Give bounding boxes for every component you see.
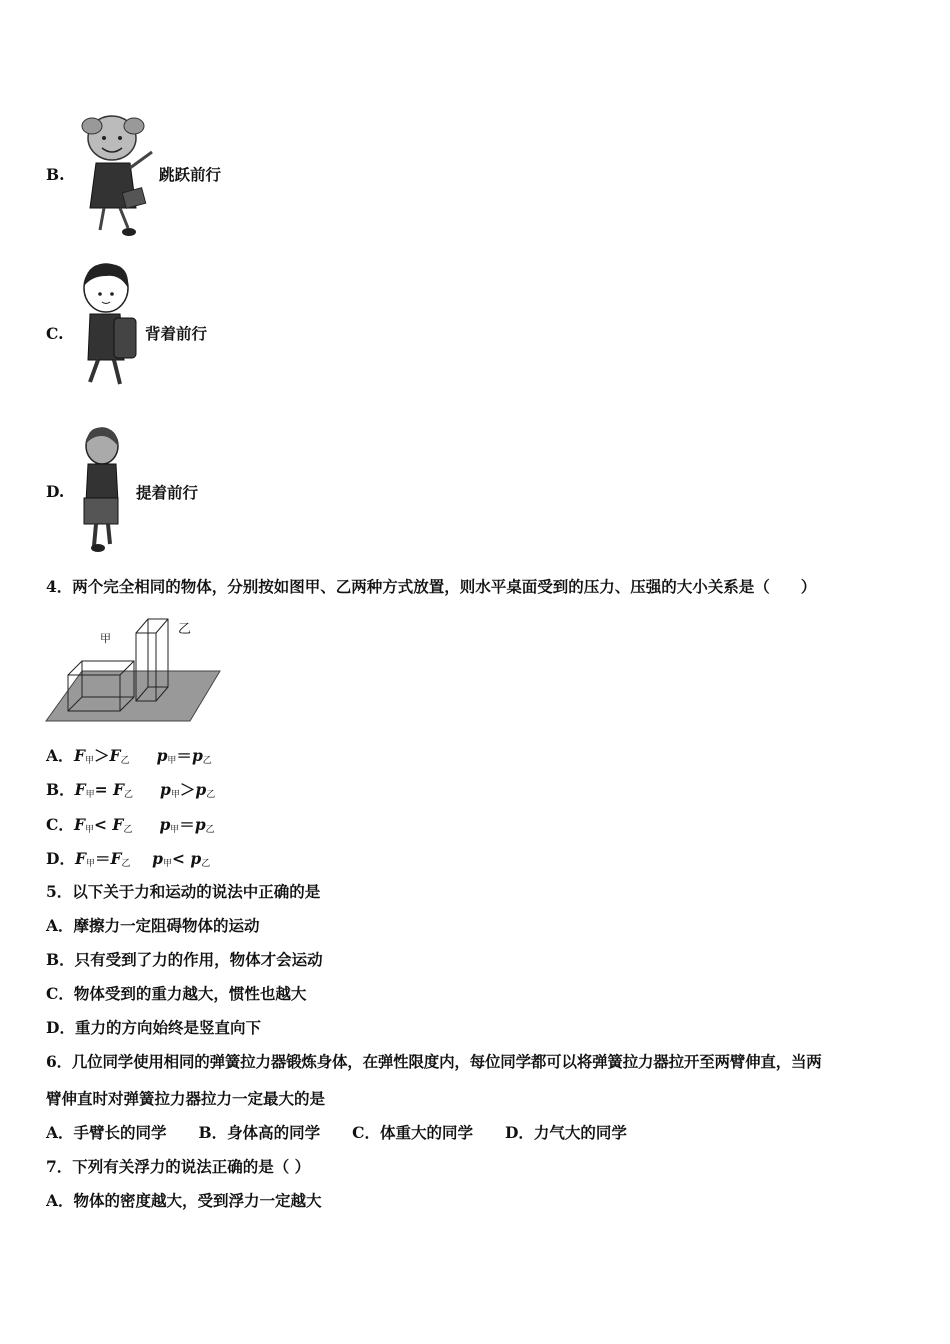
q4-option-b: B．$F_甲= F_乙$ $p_甲>p_乙$ bbox=[46, 780, 216, 800]
q6-stem-line2: 臂伸直时对弹簧拉力器拉力一定最大的是 bbox=[46, 1089, 326, 1108]
q4-option-d: D．$F_甲=F_乙$ $p_甲< p_乙$ bbox=[46, 849, 211, 869]
q3-option-b-caption: 跳跃前行 bbox=[159, 165, 222, 184]
q5-option-d: D．重力的方向始终是竖直向下 bbox=[46, 1018, 261, 1037]
q7-option-a: A．物体的密度越大，受到浮力一定越大 bbox=[46, 1191, 322, 1210]
q3-option-c-letter: C. bbox=[46, 324, 64, 343]
q3-option-d-letter: D. bbox=[46, 482, 65, 501]
q5-stem: 5．以下关于力和运动的说法中正确的是 bbox=[46, 882, 321, 901]
q6-option-c: C．体重大的同学 bbox=[352, 1123, 473, 1142]
q3-option-c-caption: 背着前行 bbox=[145, 324, 208, 343]
q6-option-a: A．手臂长的同学 bbox=[46, 1123, 167, 1142]
q6-options bbox=[46, 1123, 659, 1143]
q5-option-b: B．只有受到了力的作用，物体才会运动 bbox=[46, 950, 323, 969]
q4-stem: 4．两个完全相同的物体，分别按如图甲、乙两种方式放置，则水平桌面受到的压力、压强的大小关系是（ ） bbox=[46, 577, 817, 596]
boy-backpack-illustration bbox=[76, 260, 142, 390]
q3-option-b-letter: B. bbox=[46, 165, 65, 184]
q6-option-d: D．力气大的同学 bbox=[504, 1123, 627, 1142]
girl-carrying-bag-illustration bbox=[76, 424, 132, 554]
q4-option-a: A．$F_甲>F_乙$ $p_甲=p_乙$ bbox=[46, 746, 212, 766]
q4-option-c: C．$F_甲< F_乙$ $p_甲=p_乙$ bbox=[46, 815, 215, 835]
q4-label-jia: 甲 bbox=[100, 632, 111, 645]
q6-stem-line1: 6．几位同学使用相同的弹簧拉力器锻炼身体，在弹性限度内，每位同学都可以将弹簧拉力器拉开至两臂伸直，当两 bbox=[46, 1052, 822, 1071]
q4-figure-blocks-on-table bbox=[44, 613, 224, 725]
q5-option-a: A．摩擦力一定阻碍物体的运动 bbox=[46, 916, 260, 935]
q6-option-b: B．身体高的同学 bbox=[198, 1123, 321, 1142]
q4-label-yi: 乙 bbox=[178, 622, 192, 637]
girl-jumping-illustration bbox=[74, 108, 156, 240]
q3-option-d-caption: 提着前行 bbox=[136, 483, 199, 502]
q5-option-c: C．物体受到的重力越大，惯性也越大 bbox=[46, 984, 307, 1003]
q7-stem: 7．下列有关浮力的说法正确的是（ ） bbox=[46, 1157, 311, 1176]
